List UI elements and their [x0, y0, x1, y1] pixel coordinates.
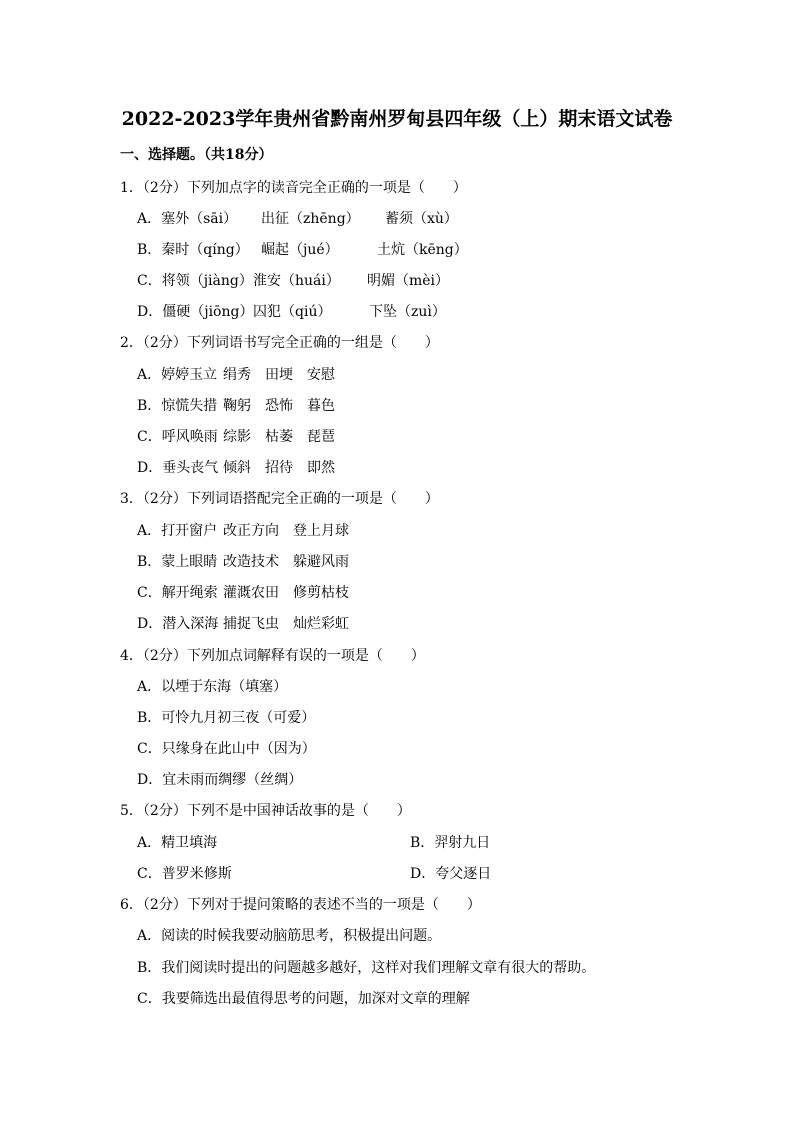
- option-part: 鞠躬: [223, 398, 251, 414]
- option-part: 田埂: [265, 367, 293, 383]
- question-1-stem: 1．（2分）下列加点字的读音完全正确的一项是（ ）: [120, 180, 467, 196]
- option-part: B．蒙上眼睛: [137, 554, 218, 570]
- option-part: 枯萎: [265, 429, 293, 445]
- option-part: 招待: [265, 460, 293, 476]
- option-part: 下坠（zuì）: [369, 304, 446, 320]
- option-part: 躲避风雨: [293, 554, 349, 570]
- question-2-option-d: [137, 457, 335, 477]
- option-part: A．婷婷玉立: [137, 367, 218, 383]
- option-part: A．打开窗户: [137, 523, 218, 539]
- option-part: 综影: [223, 429, 251, 445]
- question-3-option-d: [137, 613, 349, 633]
- question-4-stem: 4．（2分）下列加点词解释有误的一项是（ ）: [120, 648, 425, 664]
- question-1-option-c: [137, 270, 449, 290]
- option-part: 出征（zhēng）: [261, 211, 360, 227]
- question-6-option-b: B．我们阅读时提出的问题越多越好，这样对我们理解文章有很大的帮助。: [137, 960, 596, 976]
- question-6-stem: 6．（2分）下列对于提问策略的表述不当的一项是（ ）: [120, 897, 481, 913]
- exam-title: 2022-2023学年贵州省黔南州罗甸县四年级（上）期末语文试卷: [121, 108, 673, 130]
- question-5-option-b: B．羿射九日: [410, 835, 491, 851]
- question-6-option-c: C．我要筛选出最值得思考的问题，加深对文章的理解: [137, 991, 470, 1007]
- question-4-option-d: D．宜未雨而绸缪（丝绸）: [137, 772, 303, 788]
- option-part: 恐怖: [265, 398, 293, 414]
- option-part: D．垂头丧气: [137, 460, 219, 476]
- question-1-option-d: [137, 301, 446, 321]
- option-part: D．潜入深海: [137, 616, 219, 632]
- option-part: 灿烂彩虹: [293, 616, 349, 632]
- option-part: 土炕（kēng）: [377, 242, 468, 258]
- option-part: B．惊慌失措: [137, 398, 218, 414]
- question-2-option-b: [137, 395, 335, 415]
- option-part: 灌溉农田: [223, 585, 279, 601]
- question-4-option-a: A．以堙于东海（填塞）: [137, 679, 288, 695]
- option-part: C．呼风唤雨: [137, 429, 218, 445]
- option-part: D．僵硬（jiōng）: [137, 304, 254, 320]
- option-part: 琵琶: [307, 429, 335, 445]
- option-part: 捕捉飞虫: [223, 616, 279, 632]
- question-1-option-b: [137, 239, 468, 259]
- question-5-option-c: C．普罗米修斯: [137, 866, 232, 882]
- option-part: 绢秀: [223, 367, 251, 383]
- option-part: 倾斜: [223, 460, 251, 476]
- option-part: B．秦时（qíng）: [137, 242, 249, 258]
- option-part: 改正方向: [223, 523, 279, 539]
- section-heading: 一、选择题。（共18分）: [120, 147, 273, 163]
- question-4-option-b: B．可怜九月初三夜（可爱）: [137, 710, 316, 726]
- option-part: 暮色: [307, 398, 335, 414]
- question-3-stem: 3．（2分）下列词语搭配完全正确的一项是（ ）: [120, 491, 439, 507]
- question-5-stem: 5．（2分）下列不是中国神话故事的是（ ）: [120, 803, 411, 819]
- option-part: 修剪枯枝: [293, 585, 349, 601]
- option-part: 囚犯（qiú）: [253, 304, 332, 320]
- option-part: 即然: [307, 460, 335, 476]
- question-3-option-b: [137, 551, 349, 571]
- question-2-option-c: [137, 426, 335, 446]
- option-part: C．解开绳索: [137, 585, 218, 601]
- question-2-option-a: [137, 364, 335, 384]
- option-part: A．塞外（sāi）: [137, 211, 238, 227]
- option-part: 蓄须（xù）: [385, 211, 458, 227]
- option-part: 明媚（mèi）: [367, 273, 450, 289]
- option-part: C．将领（jiàng）: [137, 273, 253, 289]
- question-3-option-c: [137, 582, 349, 602]
- option-part: 登上月球: [293, 523, 349, 539]
- option-part: 安慰: [307, 367, 335, 383]
- option-part: 淮安（huái）: [253, 273, 340, 289]
- question-1-option-a: [137, 208, 458, 228]
- question-4-option-c: C．只缘身在此山中（因为）: [137, 741, 316, 757]
- option-part: 崛起（jué）: [261, 242, 339, 258]
- option-part: 改造技术: [223, 554, 279, 570]
- question-5-option-a: A．精卫填海: [137, 835, 218, 851]
- question-5-option-d: D．夸父逐日: [410, 866, 492, 882]
- question-6-option-a: A．阅读的时候我要动脑筋思考，积极提出问题。: [137, 928, 442, 944]
- question-2-stem: 2．（2分）下列词语书写完全正确的一组是（ ）: [120, 335, 439, 351]
- question-3-option-a: [137, 520, 349, 540]
